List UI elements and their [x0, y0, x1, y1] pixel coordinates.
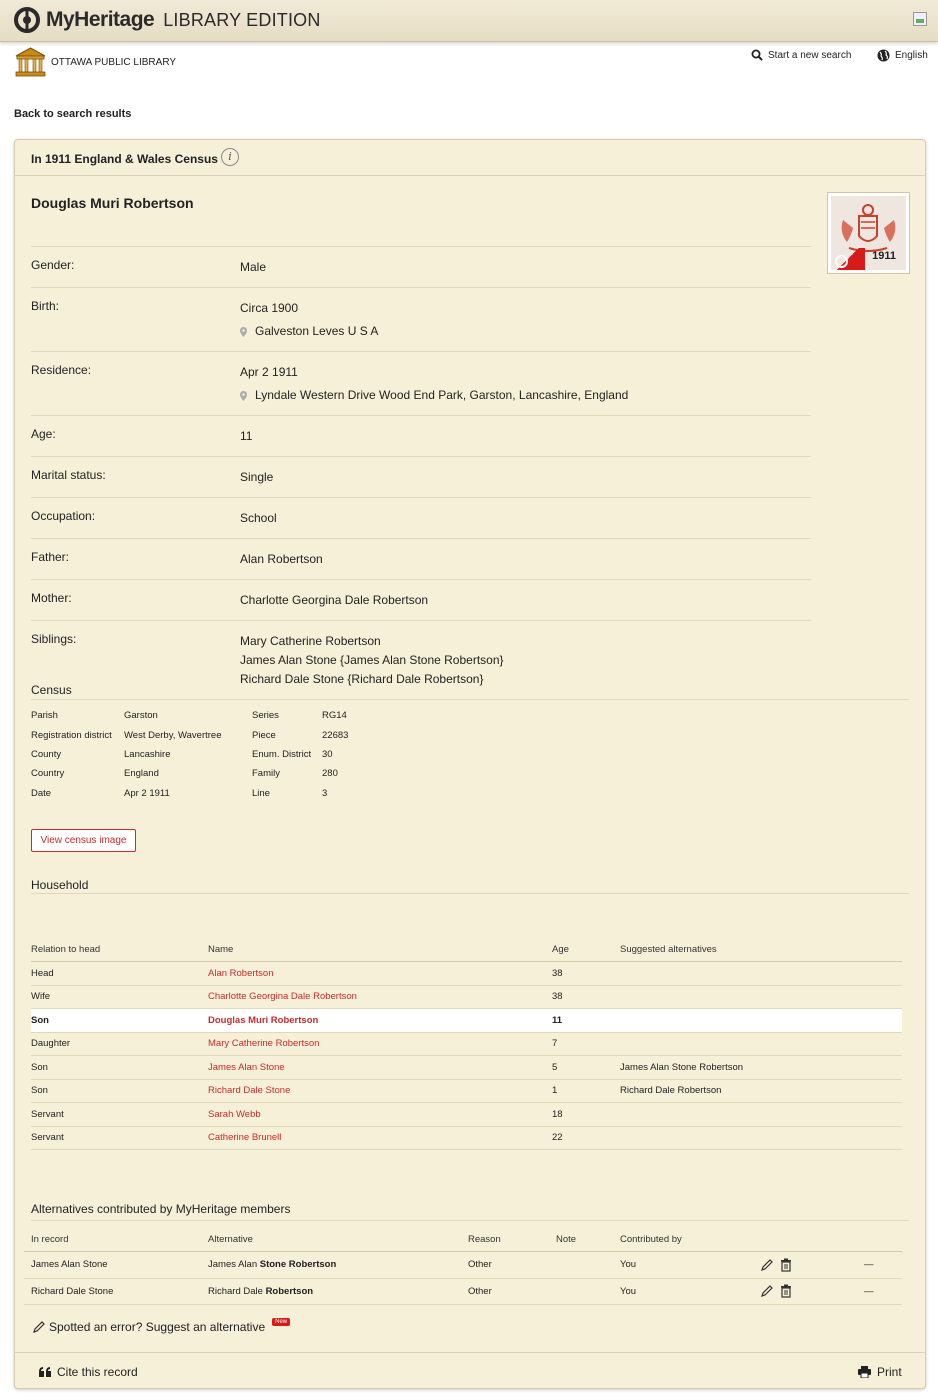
- fact-siblings: Siblings: Mary Catherine Robertson James Alan Stone {James Alan Stone Robertson} Richard Dale Stone {Richard Dale Robertson}: [31, 620, 811, 699]
- language-label: English: [895, 50, 928, 61]
- fact-residence: Residence: Apr 2 1911 Lyndale Western Drive Wood End Park, Garston, Lancashire, England: [31, 351, 811, 415]
- suggest-alternative-label: Spotted an error? Suggest an alternative: [49, 1320, 266, 1334]
- fact-age: Age: 11: [31, 415, 811, 456]
- residence-place: Lyndale Western Drive Wood End Park, Garston, Lancashire, England: [240, 386, 811, 405]
- col-name: Name: [208, 940, 552, 962]
- fact-mother: Mother: Charlotte Georgina Dale Robertson: [31, 579, 811, 620]
- facts-list: [31, 246, 811, 699]
- household-member-link[interactable]: Catherine Brunell: [208, 1126, 552, 1150]
- delete-trash-icon[interactable]: [780, 1258, 792, 1272]
- household-member-link[interactable]: James Alan Stone: [208, 1056, 552, 1080]
- print-button[interactable]: [858, 1365, 902, 1379]
- print-label: Print: [877, 1365, 902, 1379]
- household-row: Daughter Mary Catherine Robertson 7: [31, 1032, 902, 1056]
- alternative-row: James Alan Stone James Alan Stone Robertson Other You —: [24, 1252, 902, 1279]
- col-suggested: Suggested alternatives: [620, 940, 902, 962]
- alternatives-table: [24, 1230, 902, 1305]
- household-member-link[interactable]: Richard Dale Stone: [208, 1079, 552, 1103]
- fact-birth: Birth: Circa 1900 Galveston Leves U S A: [31, 287, 811, 351]
- record-panel-header: [15, 140, 925, 176]
- census-row: Registration district West Derby, Wavertree Piece 22683: [31, 729, 349, 741]
- household-member-link[interactable]: Sarah Webb: [208, 1103, 552, 1127]
- image-placeholder-icon: [913, 12, 927, 26]
- household-member-current: Douglas Muri Robertson: [208, 1009, 552, 1033]
- suggest-alternative-link[interactable]: [32, 1320, 290, 1334]
- edit-pencil-icon[interactable]: [760, 1258, 774, 1272]
- collapse-dash[interactable]: —: [857, 1252, 902, 1279]
- person-name: Douglas Muri Robertson: [31, 195, 194, 211]
- view-census-image-button[interactable]: View census image: [31, 829, 136, 852]
- edition-label: LIBRARY EDITION: [163, 9, 321, 30]
- col-note: Note: [549, 1230, 613, 1252]
- household-row: Head Alan Robertson 38: [31, 962, 902, 986]
- fact-marital-status: Marital status: Single: [31, 456, 811, 497]
- census-row: Country England Family 280: [31, 768, 338, 780]
- household-header-row: [31, 940, 902, 962]
- language-selector[interactable]: [877, 49, 928, 62]
- household-row: Wife Charlotte Georgina Dale Robertson 38: [31, 985, 902, 1009]
- household-row: Servant Sarah Webb 18: [31, 1103, 902, 1127]
- edit-pencil-icon[interactable]: [760, 1284, 774, 1298]
- col-in-record: In record: [24, 1230, 201, 1252]
- col-alternative: Alternative: [201, 1230, 461, 1252]
- census-section-title: Census: [31, 683, 72, 697]
- census-thumbnail[interactable]: [827, 192, 910, 274]
- census-row: County Lancashire Enum. District 30: [31, 748, 333, 760]
- info-icon[interactable]: i: [221, 148, 239, 166]
- fact-gender: Gender: Male: [31, 246, 811, 287]
- alternatives-section-title: Alternatives contributed by MyHeritage members: [31, 1202, 291, 1216]
- col-relation: Relation to head: [31, 940, 208, 962]
- library-branding: [14, 46, 176, 78]
- birth-date: Circa 1900: [240, 301, 299, 315]
- household-row: Son James Alan Stone 5 James Alan Stone Robertson: [31, 1056, 902, 1080]
- divider: [31, 699, 909, 700]
- census-details: [31, 706, 382, 803]
- zoom-icon[interactable]: [831, 248, 865, 270]
- start-new-search-label: Start a new search: [768, 49, 852, 61]
- location-pin-icon: [240, 327, 247, 337]
- census-row: Parish Garston Series RG14: [31, 710, 347, 722]
- library-building-icon: [14, 46, 47, 78]
- globe-icon: [877, 49, 890, 62]
- fact-occupation: Occupation: School: [31, 497, 811, 538]
- household-row: Servant Catherine Brunell 22: [31, 1126, 902, 1150]
- fact-father: Father: Alan Robertson: [31, 538, 811, 579]
- quote-icon: [39, 1367, 51, 1377]
- col-contributed-by: Contributed by: [613, 1230, 753, 1252]
- back-to-results-link[interactable]: Back to search results: [14, 108, 132, 120]
- collapse-dash[interactable]: —: [857, 1278, 902, 1305]
- top-bar: [0, 0, 938, 42]
- alternative-row: Richard Dale Stone Richard Dale Robertson Other You —: [24, 1278, 902, 1305]
- divider: [31, 893, 909, 894]
- col-age: Age: [552, 940, 620, 962]
- alternatives-header-row: [24, 1230, 902, 1252]
- cite-record-button[interactable]: [39, 1365, 138, 1379]
- household-table: [31, 940, 902, 1150]
- col-reason: Reason: [461, 1230, 549, 1252]
- search-icon: [751, 49, 763, 61]
- household-section-title: Household: [31, 878, 89, 892]
- household-member-link[interactable]: Alan Robertson: [208, 962, 552, 986]
- household-row-current: Son Douglas Muri Robertson 11: [31, 1009, 902, 1033]
- library-name: OTTAWA PUBLIC LIBRARY: [51, 56, 177, 68]
- location-pin-icon: [240, 391, 247, 401]
- census-row: Date Apr 2 1911 Line 3: [31, 787, 328, 799]
- cite-record-label: Cite this record: [57, 1365, 138, 1379]
- brand-name: MyHeritage: [46, 8, 155, 31]
- sibling-name: Richard Dale Stone {Richard Dale Robertson}: [240, 672, 484, 686]
- start-new-search-link[interactable]: [751, 49, 851, 61]
- myheritage-logo-icon: [14, 7, 44, 33]
- record-panel: [14, 139, 926, 1389]
- residence-date: Apr 2 1911: [240, 365, 298, 379]
- delete-trash-icon[interactable]: [780, 1284, 792, 1298]
- new-badge: New: [272, 1318, 290, 1326]
- sibling-name: James Alan Stone {James Alan Stone Robertson}: [240, 653, 504, 667]
- pencil-icon: [32, 1320, 46, 1334]
- collection-title: In 1911 England & Wales Census: [31, 152, 218, 166]
- birth-place: Galveston Leves U S A: [240, 322, 811, 341]
- household-member-link[interactable]: Mary Catherine Robertson: [208, 1032, 552, 1056]
- printer-icon: [858, 1366, 871, 1378]
- thumbnail-year: 1911: [872, 250, 896, 262]
- sibling-name: Mary Catherine Robertson: [240, 634, 381, 648]
- divider: [31, 1220, 909, 1221]
- record-footer: [15, 1352, 925, 1389]
- myheritage-logo[interactable]: [14, 7, 321, 33]
- household-row: Son Richard Dale Stone 1 Richard Dale Robertson: [31, 1079, 902, 1103]
- household-member-link[interactable]: Charlotte Georgina Dale Robertson: [208, 985, 552, 1009]
